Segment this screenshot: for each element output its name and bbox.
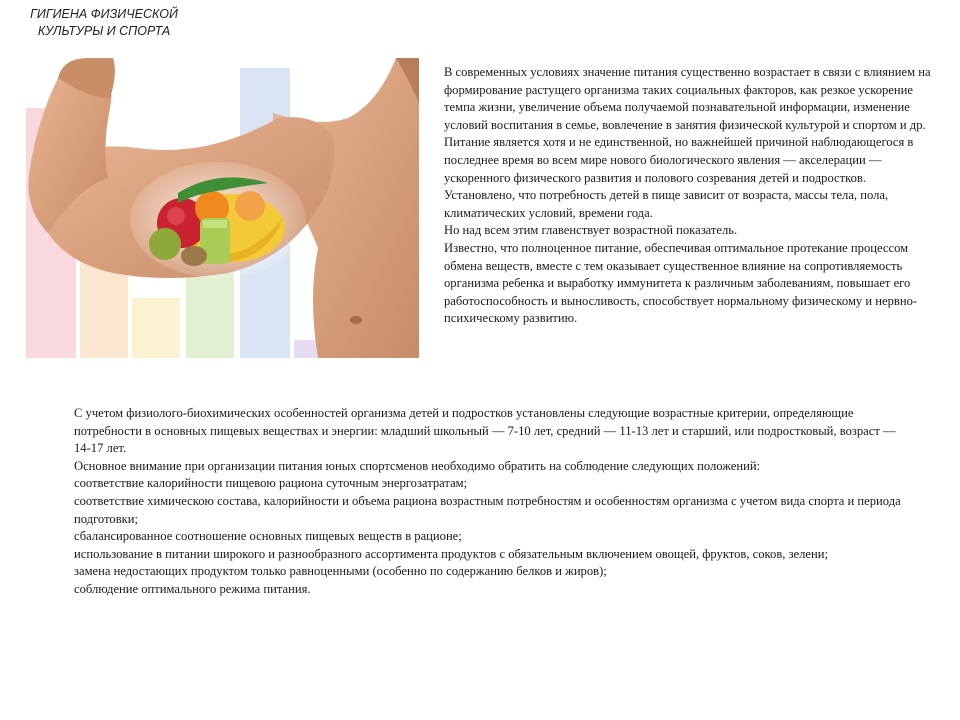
criteria-list-item: сбалансированное соотношение основных пищевых веществ в рационе; [74, 529, 462, 544]
criteria-paragraph: Основное внимание при организации питания юных спортсменов необходимо обратить на соблюдение следующих положений: [74, 458, 761, 473]
criteria-list-item: использование в питании широкого и разнообразного ассортимента продуктов с обязательным включением овощей, фруктов, соков, зелени; [74, 546, 828, 561]
intro-paragraph: Известно, что полноценное питание, обеспечивая оптимальное протекание процессом обмена веществ, вместе с тем оказывает существенное влияние на сопротивляемость организма ребенка и выработку иммунитета к различным заболеваниям, повышает его работоспособность и выносливость, способствует нормальному физическому и нервно-психическому развитию. [444, 240, 918, 326]
nutrition-criteria-text-block [74, 405, 914, 599]
header-title-line-2: КУЛЬТУРЫ И СПОРТА [37, 24, 171, 38]
header-title-line-1: ГИГИЕНА ФИЗИЧЕСКОЙ [30, 7, 178, 21]
intro-text-block [444, 64, 944, 328]
slide-header-title [24, 6, 184, 40]
flexed-arm-with-fruits-photo [18, 58, 419, 358]
intro-paragraph: В современных условиях значение питания существенно возрастает в связи с влиянием на формирование растущего организма таких социальных факторов, как резкое ускорение темпа жизни, увеличение объема получаемой познавательной информации, изменение условий воспитания в семье, вовлечение в занятия физической культурой и спортом и др. [444, 65, 931, 132]
intro-paragraph: Питание является хотя и не единственной, но важнейшей причиной наблюдающегося в последнее время во всем мире нового биологического явления — акселерации — ускоренного физического развития и полового созревания детей и подростков. [444, 135, 914, 185]
criteria-paragraph: С учетом физиолого-биохимических особенностей организма детей и подростков установлены следующие возрастные критерии, определяющие потребности в основных пищевых веществах и энергии: младший школьный — 7-10 лет, средний — 11-13 лет и старший, или подростковый, возраст — 14-17 лет. [74, 406, 896, 456]
criteria-list-item: замена недостающих продуктом только равноценными (особенно по содержанию белков и жиров); [74, 564, 607, 579]
intro-paragraph: Но над всем этим главенствует возрастной показатель. [444, 223, 738, 238]
criteria-list-item: соблюдение оптимального режима питания. [74, 581, 311, 596]
criteria-list-item: соответствие химическою состава, калорийности и объема рациона возрастным потребностям и особенностям организма с учетом вида спорта и периода подготовки; [74, 493, 901, 526]
criteria-list-item: соответствие калорийности пищевою рациона суточным энергозатратам; [74, 476, 468, 491]
intro-paragraph: Установлено, что потребность детей в пище зависит от возраста, массы тела, пола, климатических условий, времени года. [444, 188, 889, 220]
